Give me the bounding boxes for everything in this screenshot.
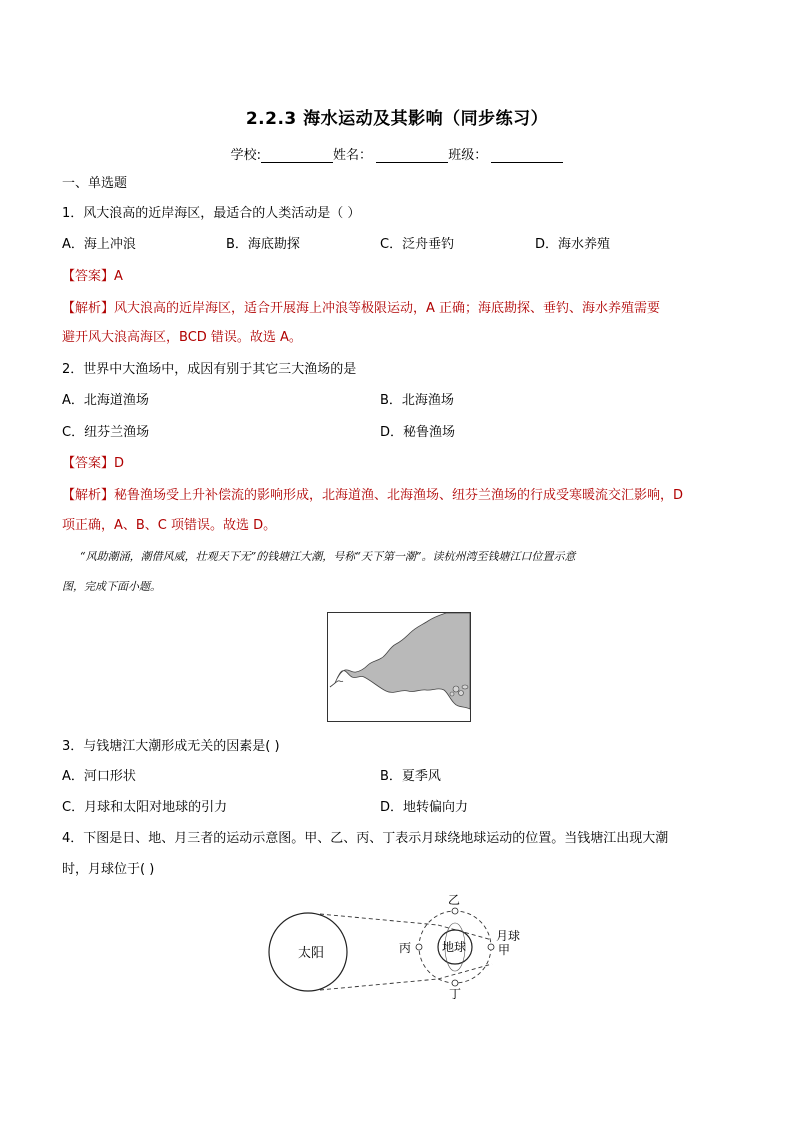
q4-stem-line2: 时，月球位于( ) [62,862,155,877]
section-heading: 一、单选题 [62,176,128,191]
school-blank[interactable] [261,150,333,163]
answer-value: D [114,456,125,471]
name-blank[interactable] [376,150,448,163]
q1-stem: 1．风大浪高的近岸海区，最适合的人类活动是（ ） [62,206,361,221]
intro-line1: “风助潮涌，潮借风威，壮观天下无”的钱塘江大潮，号称“天下第一潮”。读杭州湾至钱塘江口位置示意 [80,550,576,563]
school-label: 学校: [230,148,262,163]
analysis-tag: 【解析】 [62,301,115,316]
answer-tag: 【答案】 [62,269,115,284]
q2-option-d: D．秘鲁渔场 [380,425,456,440]
q2-stem: 2．世界中大渔场中，成因有别于其它三大渔场的是 [62,362,357,377]
q3-option-c: C．月球和太阳对地球的引力 [62,800,228,815]
page-title: 2.2.3 海水运动及其影响（同步练习） [245,109,549,129]
q3-option-a: A．河口形状 [62,769,136,784]
map-figure [328,613,470,721]
q3-stem: 3．与钱塘江大潮形成无关的因素是( ) [62,739,280,754]
jia-label: 甲 [498,943,511,957]
q1-analysis-line2: 避开风大浪高海区，BCD 错误。故选 A。 [62,330,302,345]
q2-option-c: C．纽芬兰渔场 [62,425,150,440]
q3-option-b: B．夏季风 [380,769,441,784]
q1-option-c: C．泛舟垂钓 [380,237,455,252]
class-blank[interactable] [491,150,563,163]
q1-analysis-line1 [62,300,660,318]
q1-option-a: A．海上冲浪 [62,237,136,252]
analysis-tag: 【解析】 [62,488,115,503]
bing-label: 丙 [399,941,412,955]
q2-analysis-line1 [62,487,683,505]
sun-earth-moon-diagram [262,890,532,1000]
answer-value: A [114,269,123,284]
hangzhou-bay-map [327,612,471,722]
name-label: 姓名： [333,148,373,163]
student-info-line [0,144,794,163]
q4-stem-line1: 4．下图是日、地、月三者的运动示意图。甲、乙、丙、丁表示月球绕地球运动的位置。当钱塘江出现大潮 [62,831,669,846]
analysis-text: 秘鲁渔场受上升补偿流的影响形成，北海道渔、北海渔场、纽芬兰渔场的行成受寒暖流交汇影响，D [114,488,684,503]
q1-option-b: B．海底勘探 [226,237,300,252]
answer-tag: 【答案】 [62,456,115,471]
ding-label: 丁 [449,987,462,1000]
q2-option-a: A．北海道渔场 [62,393,149,408]
q2-analysis-line2: 项正确，A、B、C 项错误。故选 D。 [62,518,277,533]
moon-label: 月球 [496,929,521,943]
class-label: 班级： [448,148,488,163]
moon-position-ding [452,980,458,986]
earth-label: 地球 [442,940,467,954]
intro-line2: 图，完成下面小题。 [62,580,161,593]
orbit-diagram-svg [262,890,532,1000]
analysis-text: 风大浪高的近岸海区，适合开展海上冲浪等极限运动，A 正确；海底勘探、垂钓、海水养殖需要 [114,301,661,316]
moon-position-bing [416,944,422,950]
q3-option-d: D．地转偏向力 [380,800,469,815]
q2-option-b: B．北海渔场 [380,393,454,408]
moon-position-yi [452,908,458,914]
q1-answer [62,268,123,286]
moon-position-jia [488,944,494,950]
yi-label: 乙 [448,893,461,907]
sun-label: 太阳 [298,946,325,961]
q1-option-d: D．海水养殖 [535,237,611,252]
q2-answer [62,455,124,473]
